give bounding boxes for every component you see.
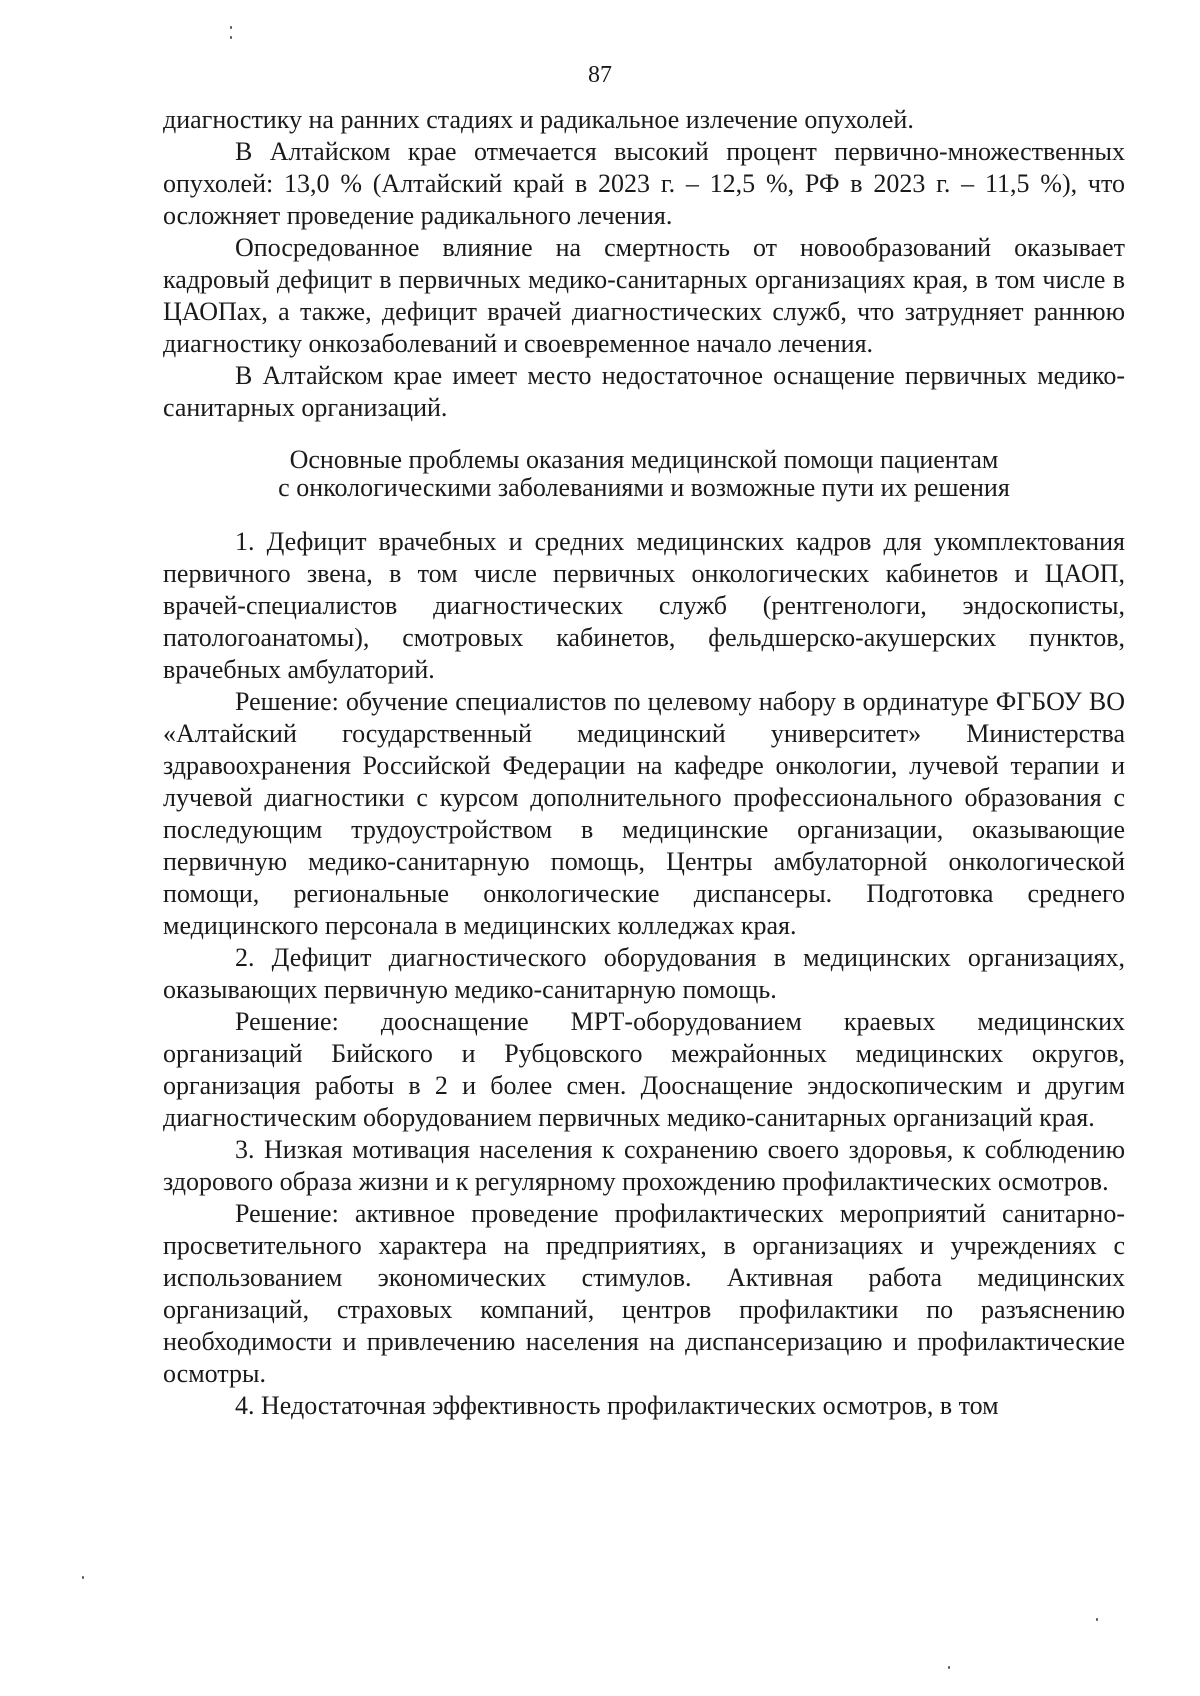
- solution-item-2: Решение: дооснащение МРТ-оборудованием краевых медицинских организаций Бийского и Рубцовского межрайонных медицинских округов, организация работы в 2 и более смен. Дооснащение эндоскопическим и другим диагностическим оборудованием первичных медико-санитарных организаций края.: [163, 1007, 1125, 1132]
- solution-item-1: Решение: обучение специалистов по целевому набору в ординатуре ФГБОУ ВО «Алтайский государственный медицинский университет» Министерства здравоохранения Российской Федерации на кафедре онкологии, лучевой терапии и лучевой диагностики с курсом дополнительного профессионального образования с последующим трудоустройством в медицинские организации, оказывающие первичную медико-санитарную помощь, Центры амбулаторной онкологической помощи, региональные онкологические диспансеры. Подготовка среднего медицинского персонала в медицинских колледжах края.: [163, 687, 1125, 940]
- paragraph-multiple-tumors: В Алтайском крае отмечается высокий процент первично-множественных опухолей: 13,0 % (Алтайский край в 2023 г. – 12,5 %, РФ в 2023 г. – 11,5 %), что осложняет проведение радикального лечения.: [163, 137, 1125, 230]
- solution-item-3: Решение: активное проведение профилактических мероприятий санитарно-просветительного характера на предприятиях, в организациях и учреждениях с использованием экономических стимулов. Активная работа медицинских организаций, страховых компаний, центров профилактики по разъяснению необходимости и привлечению населения на диспансеризацию и профилактические осмотры.: [163, 1199, 1125, 1388]
- paragraph-continuation: диагностику на ранних стадиях и радикальное излечение опухолей.: [163, 105, 914, 134]
- scan-artifact: [948, 1666, 950, 1669]
- page-number: 87: [588, 62, 612, 88]
- problem-item-1: 1. Дефицит врачебных и средних медицинских кадров для укомплектования первичного звена, в том числе первичных онкологических кабинетов и ЦАОП, врачей-специалистов диагностических служб (рентгенологи, эндоскописты, патологоанатомы), смотровых кабинетов, фельдшерско-акушерских пунктов, врачебных амбулаторий.: [163, 527, 1125, 684]
- scan-artifact: [1096, 1618, 1098, 1621]
- problem-item-3: 3. Низкая мотивация населения к сохранению своего здоровья, к соблюдению здорового образа жизни и к регулярному прохождению профилактических осмотров.: [163, 1135, 1125, 1196]
- paragraph-staff-deficit: Опосредованное влияние на смертность от новообразований оказывает кадровый дефицит в первичных медико-санитарных организациях края, в том числе в ЦАОПах, а также, дефицит врачей диагностических служб, что затрудняет раннюю диагностику онкозаболеваний и своевременное начало лечения.: [163, 233, 1125, 358]
- problem-item-2: 2. Дефицит диагностического оборудования в медицинских организациях, оказывающих первичную медико-санитарную помощь.: [163, 943, 1125, 1004]
- paragraph-equipment: В Алтайском крае имеет место недостаточное оснащение первичных медико-санитарных организаций.: [163, 361, 1125, 422]
- problem-item-4: 4. Недостаточная эффективность профилактических осмотров, в том: [235, 1391, 999, 1420]
- scan-artifact: [230, 26, 232, 29]
- section-heading: [163, 446, 1125, 502]
- document-body: [163, 104, 1125, 1422]
- scan-artifact: [230, 36, 232, 39]
- section-heading-line-2: с онкологическими заболеваниями и возможные пути их решения: [278, 473, 1010, 502]
- scan-artifact: [82, 1576, 84, 1579]
- section-heading-line-1: Основные проблемы оказания медицинской помощи пациентам: [289, 445, 999, 474]
